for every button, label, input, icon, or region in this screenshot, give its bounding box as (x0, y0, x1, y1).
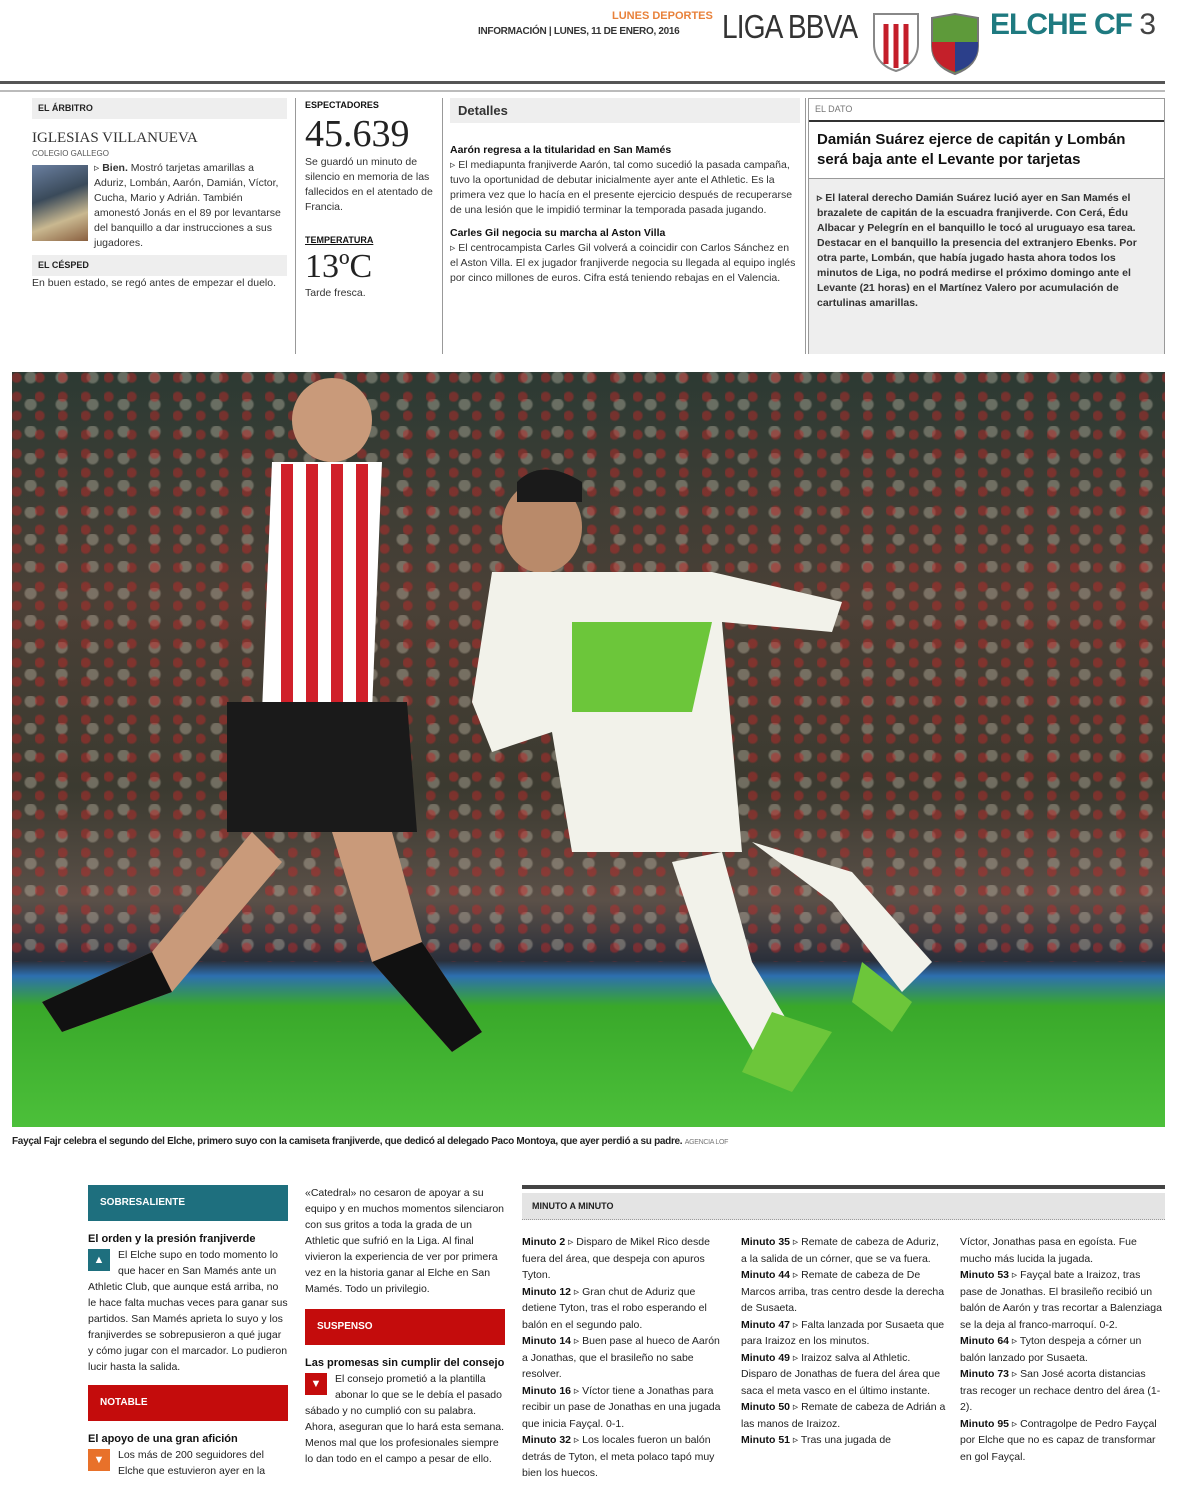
referee-body: Mostró tarjetas amarillas a Aduriz, Lombán, Aarón, Damián, Víctor, Cucha, Mario y Adrián. También amonestó Jonás en el 89 por levantarse del banquillo a dar instrucciones a sus jugadores. (94, 162, 281, 249)
photo-caption (12, 1136, 728, 1147)
temperature-value: 13ºC (305, 248, 373, 285)
minute-entry: Minuto 53 ▹ Fayçal bate a Iraizoz, tras pase de Jonathas. El brasileño recibió un balón de Aarón y tras recortar a Balenziaga se la deja al franco-marroquí. 0-2. (960, 1269, 1162, 1331)
caption-text: Fayçal Fajr celebra el segundo del Elche, primero suyo con la camiseta franjiverde, que dedicó al delegado Paco Montoya, que ayer perdió a su padre. (12, 1136, 683, 1147)
minute-entry: Minuto 50 ▹ Remate de cabeza de Adrián a las manos de Iraizoz. (741, 1401, 946, 1430)
minute-label: Minuto 64 (960, 1335, 1009, 1347)
attendance-value: 45.639 (305, 113, 410, 155)
rating-title: Las promesas sin cumplir del consejo (305, 1357, 505, 1369)
minute-text: Tras una jugada de (800, 1434, 892, 1446)
minute-text: Remate de cabeza de Adrián a las manos de Iraizoz. (741, 1401, 946, 1430)
minute-entry: Minuto 44 ▹ Remate de cabeza de De Marcos arriba, tras centro desde la derecha de Susaeta. (741, 1269, 945, 1314)
rating-body: El consejo prometió a la plantilla abonar lo que se le debía el pasado sábado y no cumplió con su palabra. Ahora, aseguran que lo hará esta semana. Menos mal que los profesionales siempre lo dan todo en el campo a pesar de ello. (305, 1373, 505, 1465)
minute-label: Minuto 32 (522, 1434, 571, 1446)
minute-text: Víctor, Jonathas pasa en egoísta. Fue mucho más lucida la jugada. (960, 1236, 1137, 1265)
minute-entry: Minuto 49 ▹ Iraizoz salva al Athletic. Disparo de Jonathas de fuera del área que saca el meta vasco en el último instante. (741, 1351, 941, 1397)
rating-text (88, 1447, 288, 1479)
minute-label: Minuto 14 (522, 1335, 571, 1347)
minute-entry: Minuto 73 ▹ San José acorta distancias tras recoger un rechace dentro del área (1-2). (960, 1368, 1161, 1413)
temperature-note: Tarde fresca. (305, 287, 366, 299)
rating-text (88, 1247, 288, 1375)
minute-entry: Minuto 95 ▹ Contragolpe de Pedro Fayçal por Elche que no es capaz de transformar en gol Fayçal. (960, 1417, 1157, 1463)
minute-label: Minuto 73 (960, 1368, 1009, 1380)
minute-text: Remate de cabeza de De Marcos arriba, tras centro desde la derecha de Susaeta. (741, 1269, 945, 1314)
match-photo (12, 372, 1165, 1127)
referee-name: IGLESIAS VILLANUEVA (32, 130, 198, 146)
minute-label: Minuto 12 (522, 1285, 571, 1298)
team-score (990, 8, 1155, 42)
arrow-down-icon: ▼ (305, 1373, 327, 1395)
details-heading: Detalles (450, 98, 800, 123)
minute-entry (960, 1234, 1165, 1267)
league-title: LIGA BBVA (722, 8, 858, 45)
minute-column (960, 1234, 1165, 1482)
minute-column (741, 1234, 946, 1482)
minute-heading: MINUTO A MINUTO (522, 1193, 1165, 1220)
minute-entry: Minuto 51 ▹ Tras una jugada de (741, 1434, 892, 1446)
minute-text: Falta lanzada por Susaeta que para Iraizoz en los minutos. (741, 1318, 945, 1347)
temperature-label: TEMPERATURA (305, 235, 374, 245)
minute-entry: Minuto 32 ▹ Los locales fueron un balón detrás de Tyton, el meta polaco tapó muy bien los huecos. (522, 1434, 715, 1479)
minute-entry: Minuto 2 ▹ Disparo de Mikel Rico desde fuera del área, que despeja con apuros Tyton. (522, 1236, 710, 1281)
elche-crest-icon (928, 12, 982, 76)
rating-body: Los más de 200 seguidores del Elche que estuvieron ayer en la (118, 1449, 266, 1477)
minute-entry: Minuto 14 ▹ Buen pase al hueco de Aarón a Jonathas, que el brasileño no sabe resolver. (522, 1335, 720, 1380)
rating-title: El orden y la presión franjiverde (88, 1233, 256, 1245)
minute-text: Buen pase al hueco de Aarón a Jonathas, que el brasileño no sabe resolver. (522, 1335, 720, 1380)
minute-label: Minuto 35 (741, 1236, 790, 1248)
pitch-text: En buen estado, se regó antes de empezar el duelo. (32, 277, 277, 289)
pitch-label: EL CÉSPED (32, 255, 287, 276)
attendance-label: ESPECTADORES (305, 100, 379, 110)
fact-box (808, 98, 1165, 354)
detail-title: Aarón regresa a la titularidad en San Mamés (450, 144, 672, 156)
notable-continued: «Catedral» no cesaron de apoyar a su equipo y en muchos momentos silenciaron con sus gritos a toda la grada de un Athletic que sufrió en la Liga. Al final vivieron la experiencia de ver por primera vez en la historia ganar al Elche en San Mamés. Todo un privilegio. (305, 1187, 505, 1295)
minute-label: Minuto 47 (741, 1318, 790, 1331)
minute-label: Minuto 49 (741, 1351, 790, 1364)
photo-credit: AGENCIA LOF (684, 1139, 729, 1146)
rating-band-fail: SUSPENSO (305, 1309, 505, 1345)
minute-text: Disparo de Mikel Rico desde fuera del área, que despeja con apuros Tyton. (522, 1236, 710, 1281)
details-box (450, 98, 800, 354)
minute-columns (522, 1234, 1165, 1482)
fact-headline: Damián Suárez ejerce de capitán y Lombán será baja ante el Levante por tarjetas (809, 120, 1164, 179)
ratings-column-2 (305, 1185, 505, 1467)
rating-title: El apoyo de una gran afición (88, 1433, 238, 1445)
rating-body: El Elche supo en todo momento lo que hacer en San Mamés ante un Athletic Club, que aunque está arriba, no le hace falta muchas veces para ganar sus partidos. San Mamés aprieta lo suyo y los franjiverdes se sobrepusieron a qué jugar y cómo jugar con el marcador. Lo pudieron lucir hasta la salida. (88, 1249, 288, 1373)
section-rule (522, 1185, 1165, 1189)
minute-entry: Minuto 35 ▹ Remate de cabeza de Aduriz, a la salida de un córner, que se va fuera. (741, 1236, 939, 1265)
arrow-up-icon: ▲ (88, 1249, 110, 1271)
arrow-down-icon: ▼ (88, 1449, 110, 1471)
minute-text: Los locales fueron un balón detrás de Tyton, el meta polaco tapó muy bien los huecos. (522, 1434, 715, 1479)
minute-label: Minuto 16 (522, 1384, 571, 1397)
attendance-note: Se guardó un minuto de silencio en memoria de las fallecidos en el atentado de Francia. (305, 156, 433, 213)
detail-body: El centrocampista Carles Gil volverá a coincidir con Carlos Sánchez en el Aston Villa. El ex jugador franjiverde negocia su llegada al equipo inglés por cinco millones de euros. Cifra está teniendo rebajas en el Valencia. (450, 242, 796, 284)
header-rule (0, 81, 1165, 84)
detail-text: ▹ El mediapunta franjiverde Aarón, tal como sucedió la pasada campaña, tuvo la oportunidad de debutar inicialmente ayer ante el Athletic. Es la primera vez que lo hacía en el presente ejercicio después de recuperarse de una lesión que le impidió terminar la temporada pasada jugando. (450, 159, 793, 216)
rating-text (305, 1371, 505, 1467)
issue-date: INFORMACIÓN | LUNES, 11 DE ENERO, 2016 (478, 26, 680, 37)
section-label: LUNES DEPORTES (612, 10, 713, 22)
attendance-box (305, 98, 435, 354)
minute-entry: Minuto 12 ▹ Gran chut de Aduriz que detiene Tyton, tras el robo esperando el balón en el segundo palo. (522, 1285, 707, 1331)
fact-body: El lateral derecho Damián Suárez lució ayer en San Mamés el brazalete de capitán de la escuadra franjiverde. Con Cerá, Édu Albacar y Pelegrín en el banquillo le tocó al uruguayo esa tarea. Destacar en el banquillo la presencia del extranjero Ebenks. Por otra parte, Lombán, que había jugado hasta ahora todos los minutos de Liga, no podrá medirse el próximo domingo ante el Levante (21 horas) en el Martínez Valero por acumulación de cartulinas amarillas. (817, 192, 1137, 309)
minute-text: Contragolpe de Pedro Fayçal por Elche que no es capaz de transformar en gol Fayçal. (960, 1417, 1157, 1463)
fact-text: ▹ El lateral derecho Damián Suárez lució ayer en San Mamés el brazalete de capitán de la escuadra franjiverde. Con Cerá, Édu Albacar y Pelegrín en el banquillo le tocó al uruguayo esa tarea. Destacar en el banquillo la presencia del extranjero Ebenks. Por otra parte, Lombán, que había jugado hasta ahora todos los minutos de Liga, no podrá medirse el próximo domingo ante el Levante (21 horas) en el Martínez Valero por acumulación de cartulinas amarillas. (809, 179, 1164, 354)
referee-college: COLEGIO GALLEGO (32, 149, 109, 158)
score: 3 (1139, 8, 1156, 41)
minute-text: Fayçal bate a Iraizoz, tras pase de Jonathas. El brasileño recibió un balón de Aarón y tras recortar a Balenziaga se la deja al franco-marroquí. 0-2. (960, 1269, 1162, 1331)
players-illustration (12, 372, 1165, 1127)
detail-title: Carles Gil negocia su marcha al Aston Villa (450, 227, 666, 239)
minute-text: Tyton despeja a córner un balón lanzado por Susaeta. (960, 1335, 1142, 1364)
referee-verdict: Bien. (102, 162, 128, 174)
rating-band-outstanding: SOBRESALIENTE (88, 1185, 288, 1221)
detail-text: ▹ El centrocampista Carles Gil volverá a coincidir con Carlos Sánchez en el Aston Villa. El ex jugador franjiverde negocia su llegada al equipo inglés por cinco millones de euros. Cifra está teniendo rebajas en el Valencia. (450, 242, 796, 284)
minute-label: Minuto 53 (960, 1269, 1009, 1281)
team-name: ELCHE CF (990, 8, 1132, 41)
minute-text: San José acorta distancias tras recoger un rechace dentro del área (1-2). (960, 1368, 1161, 1413)
minute-text: Gran chut de Aduriz que detiene Tyton, tras el robo esperando el balón en el segundo palo. (522, 1285, 707, 1331)
detail-body: El mediapunta franjiverde Aarón, tal como sucedió la pasada campaña, tuvo la oportunidad de debutar inicialmente ayer ante el Athletic. Es la primera vez que lo hacía en el presente ejercicio después de recuperarse de una lesión que le impidió terminar la temporada pasada jugando. (450, 159, 793, 216)
athletic-crest-icon (868, 10, 924, 72)
divider (295, 98, 296, 354)
minute-label: Minuto 2 (522, 1236, 566, 1248)
minute-entry: Minuto 47 ▹ Falta lanzada por Susaeta que para Iraizoz en los minutos. (741, 1318, 945, 1347)
minute-label: Minuto 51 (741, 1434, 790, 1446)
rating-band-notable: NOTABLE (88, 1385, 288, 1421)
strip-rule (0, 90, 1165, 92)
minute-column (522, 1234, 727, 1482)
referee-photo (32, 165, 88, 241)
referee-label: EL ÁRBITRO (32, 98, 287, 119)
minute-label: Minuto 50 (741, 1401, 790, 1413)
divider (805, 98, 806, 354)
minute-text: Iraizoz salva al Athletic. Disparo de Jonathas de fuera del área que saca el meta vasco en el último instante. (741, 1351, 941, 1397)
minute-entry: Minuto 64 ▹ Tyton despeja a córner un balón lanzado por Susaeta. (960, 1335, 1142, 1364)
divider (442, 98, 443, 354)
referee-box (32, 98, 287, 354)
minute-by-minute (522, 1185, 1165, 1482)
minute-entry: Minuto 16 ▹ Víctor tiene a Jonathas para recibir un pase de Jonathas en una jugada que inicia Fayçal. 0-1. (522, 1384, 721, 1430)
ratings-column-1 (88, 1185, 288, 1479)
minute-label: Minuto 44 (741, 1269, 790, 1281)
minute-text: Víctor tiene a Jonathas para recibir un pase de Jonathas en una jugada que inicia Fayçal. 0-1. (522, 1384, 721, 1430)
referee-text: ▹ Bien. Mostró tarjetas amarillas a Aduriz, Lombán, Aarón, Damián, Víctor, Cucha, Mario y Adrián. También amonestó Jonás en el 89 por levantarse del banquillo a dar instrucciones a sus jugadores. (94, 162, 281, 249)
minute-label: Minuto 95 (960, 1417, 1009, 1430)
minute-text: Remate de cabeza de Aduriz, a la salida de un córner, que se va fuera. (741, 1236, 939, 1265)
fact-label: EL DATO (809, 99, 1164, 120)
